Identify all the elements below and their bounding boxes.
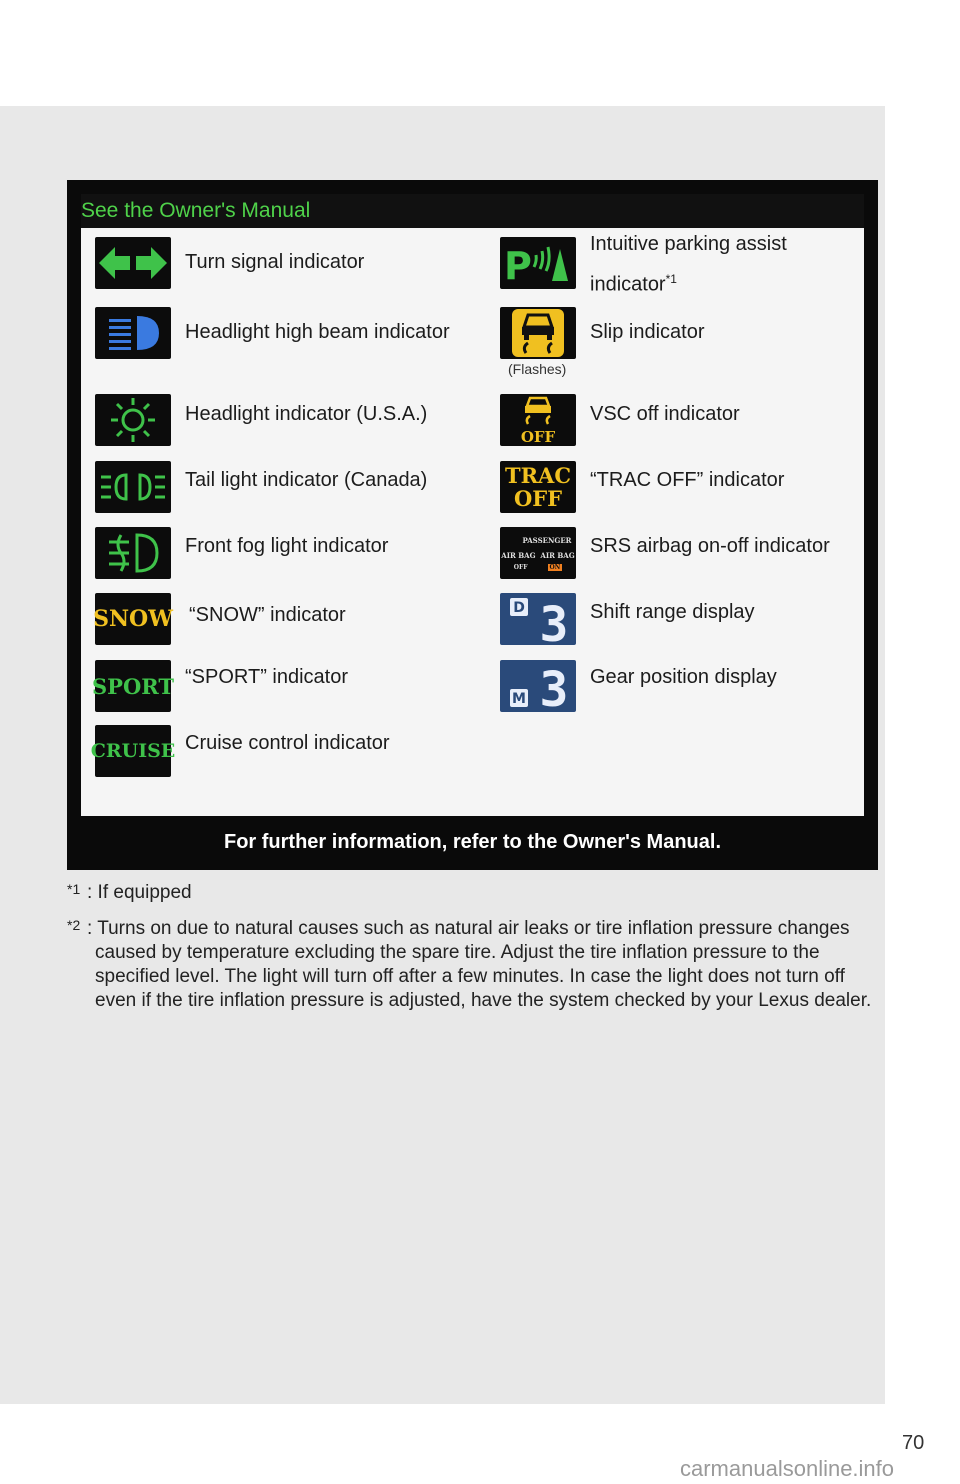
airbag-icon-text: AIR BAG AIR BAG <box>501 550 575 560</box>
sport-icon-text: SPORT <box>92 673 174 699</box>
slip-icon <box>500 307 576 359</box>
item-label: Gear position display <box>590 666 777 688</box>
item-label: Tail light indicator (Canada) <box>185 469 428 491</box>
list-item-turn-signal <box>95 237 364 289</box>
item-label: SRS airbag on-off indicator <box>590 535 830 557</box>
passenger-icon-text: PASSENGER <box>522 535 572 545</box>
item-label: “SPORT” indicator <box>185 666 349 688</box>
item-label-line2: indicator <box>590 273 666 296</box>
high-beam-icon <box>95 307 171 359</box>
item-label: Headlight high beam indicator <box>185 321 450 343</box>
page-number: 70 <box>902 1432 925 1454</box>
turn-signal-arrows-icon <box>95 237 171 289</box>
gear-position-icon <box>500 660 576 718</box>
list-item-cruise <box>90 725 390 777</box>
shift-range-icon <box>500 593 576 653</box>
footnote-ref: *1 <box>665 272 677 286</box>
flashes-note: (Flashes) <box>508 361 567 377</box>
box-header-title: See the Owner's Manual <box>81 199 311 222</box>
cruise-text-icon <box>90 725 176 777</box>
footnote-mark: *1 <box>67 881 81 897</box>
vsc-off-icon <box>500 394 576 446</box>
cruise-icon-text: CRUISE <box>90 739 176 762</box>
vsc-off-icon-text: OFF <box>520 428 556 446</box>
list-item-tail-light <box>95 461 427 513</box>
footnote-text: : Turns on due to natural causes such as natural air leaks or tire inflation pressure changes caused by temperature excluding the spare tire. Adjust the tire inflation pressure to the specified level. The light will turn off after a few minutes. In case the light does not turn off even if the tire inflation pressure is adjusted, have the system checked by your Lexus dealer. <box>87 918 872 1011</box>
shift-range-d-text: D <box>513 600 525 616</box>
footnote-1 <box>67 881 879 905</box>
item-label: Turn signal indicator <box>185 251 365 273</box>
tail-light-icon <box>95 461 171 513</box>
gear-3-text: 3 <box>539 662 569 718</box>
item-label <box>590 227 787 303</box>
footnotes <box>67 875 879 1013</box>
list-item-sport <box>92 660 349 712</box>
footnote-2 <box>67 917 879 1013</box>
parking-assist-icon <box>500 237 576 289</box>
list-item-shift-range <box>500 593 755 653</box>
watermark-text: carmanualsonline.info <box>680 1456 895 1481</box>
indicator-box <box>67 180 878 870</box>
box-footer-note: For further information, refer to the Owner's Manual. <box>223 831 722 853</box>
item-label: VSC off indicator <box>590 403 740 425</box>
list-item-gear-position <box>500 660 777 718</box>
snow-icon-text: SNOW <box>93 606 173 632</box>
list-item-airbag <box>500 527 830 579</box>
gear-m-text: M <box>512 691 526 707</box>
airbag-icon <box>500 527 576 579</box>
item-label: Shift range display <box>590 601 755 623</box>
sport-text-icon <box>92 660 174 712</box>
trac-off-icon <box>500 461 576 513</box>
trac-icon-text: TRAC <box>504 463 572 488</box>
list-item-vsc-off <box>500 394 740 446</box>
indicator-table <box>81 228 864 816</box>
list-item-trac-off <box>500 461 784 513</box>
airbag-on-text: ON <box>549 563 561 571</box>
fog-light-icon <box>95 527 171 579</box>
item-label: Headlight indicator (U.S.A.) <box>185 403 428 425</box>
list-item-parking-assist <box>500 233 787 303</box>
item-label-line1: Intuitive parking assist <box>590 233 787 255</box>
box-header <box>81 194 864 228</box>
shift-range-3-text: 3 <box>539 597 569 653</box>
item-label: Slip indicator <box>590 321 705 343</box>
list-item-fog-light <box>95 527 388 579</box>
svg-text:P: P <box>504 244 532 288</box>
list-item-snow <box>95 593 346 645</box>
list-item-slip <box>500 307 705 359</box>
snow-text-icon <box>95 593 171 645</box>
footnote-mark: *2 <box>67 917 81 933</box>
item-label: “TRAC OFF” indicator <box>590 469 785 491</box>
footnote-text: : If equipped <box>87 882 192 903</box>
item-label: Cruise control indicator <box>185 732 390 754</box>
list-item-headlight <box>95 394 427 446</box>
list-item-high-beam <box>95 307 450 359</box>
headlight-sun-icon <box>95 394 171 446</box>
airbag-off-text: OFF <box>513 563 528 571</box>
item-label: “SNOW” indicator <box>189 604 346 626</box>
item-label: Front fog light indicator <box>185 535 389 557</box>
off-icon-text: OFF <box>513 486 563 511</box>
